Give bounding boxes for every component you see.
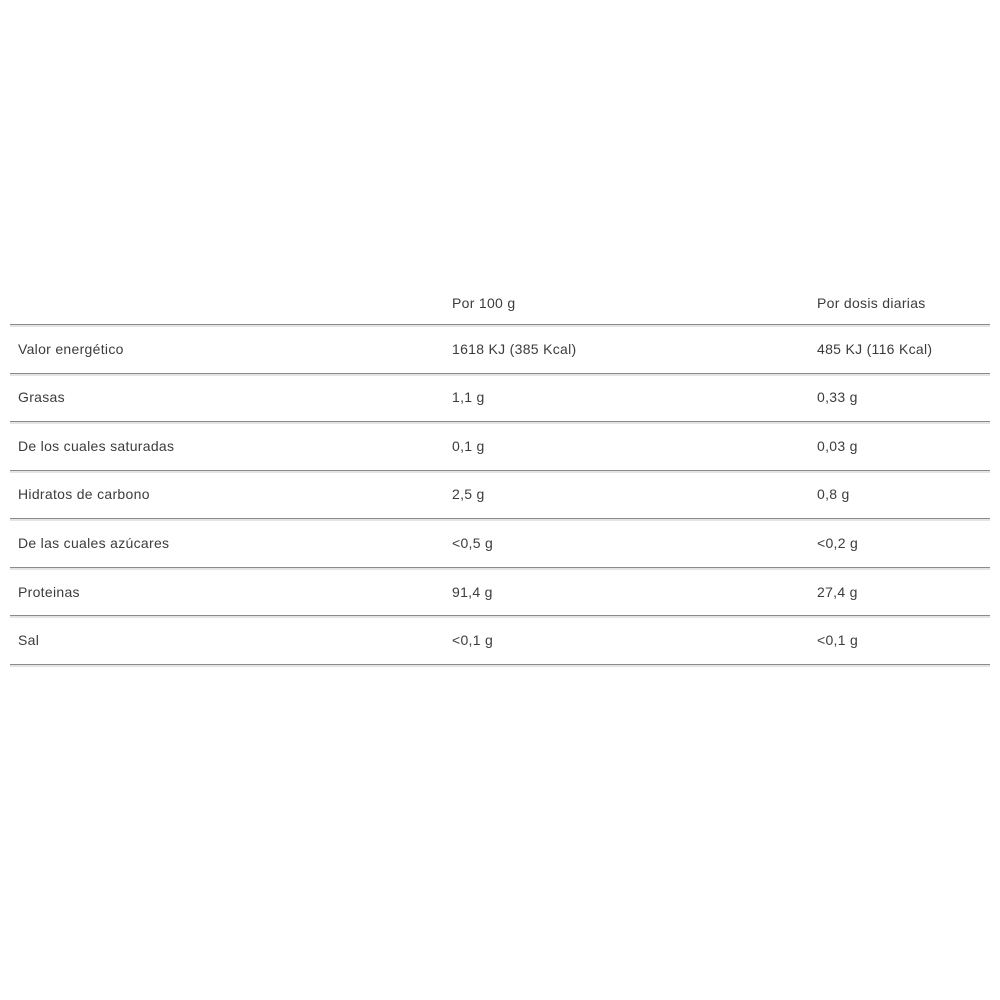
row-value-per-100g: 2,5 g <box>452 486 485 503</box>
row-value-per-dose: <0,1 g <box>817 632 859 649</box>
row-value-per-dose: 0,03 g <box>817 437 858 454</box>
row-value-per-dose: 27,4 g <box>817 583 858 600</box>
table-row-grasas <box>10 374 990 423</box>
row-label: Valor energético <box>18 340 124 357</box>
nutrition-table <box>10 288 990 665</box>
row-value-per-100g: <0,5 g <box>452 535 494 552</box>
row-label: De los cuales saturadas <box>18 437 175 454</box>
column-header-per-dose: Por dosis diarias <box>817 295 926 311</box>
row-label: Hidratos de carbono <box>18 486 150 503</box>
column-header-per-100g: Por 100 g <box>452 295 516 311</box>
row-value-per-100g: 1,1 g <box>452 389 485 406</box>
table-row-proteinas <box>10 568 990 617</box>
row-label: Sal <box>18 632 40 649</box>
row-label: De las cuales azúcares <box>18 535 170 552</box>
table-row-valor-energetico <box>10 325 990 374</box>
row-value-per-dose: 485 KJ (116 Kcal) <box>817 340 933 357</box>
table-header-row <box>10 288 990 325</box>
table-row-hidratos-de-carbono <box>10 471 990 520</box>
row-value-per-dose: 0,33 g <box>817 389 858 406</box>
row-value-per-100g: <0,1 g <box>452 632 494 649</box>
row-value-per-100g: 0,1 g <box>452 437 485 454</box>
table-row-sal <box>10 616 990 665</box>
row-label: Proteinas <box>18 583 80 600</box>
row-label: Grasas <box>18 389 65 406</box>
row-value-per-100g: 91,4 g <box>452 583 493 600</box>
row-value-per-dose: 0,8 g <box>817 486 850 503</box>
table-row-azucares <box>10 519 990 568</box>
row-value-per-100g: 1618 KJ (385 Kcal) <box>452 340 577 357</box>
table-row-saturadas <box>10 422 990 471</box>
row-value-per-dose: <0,2 g <box>817 535 859 552</box>
